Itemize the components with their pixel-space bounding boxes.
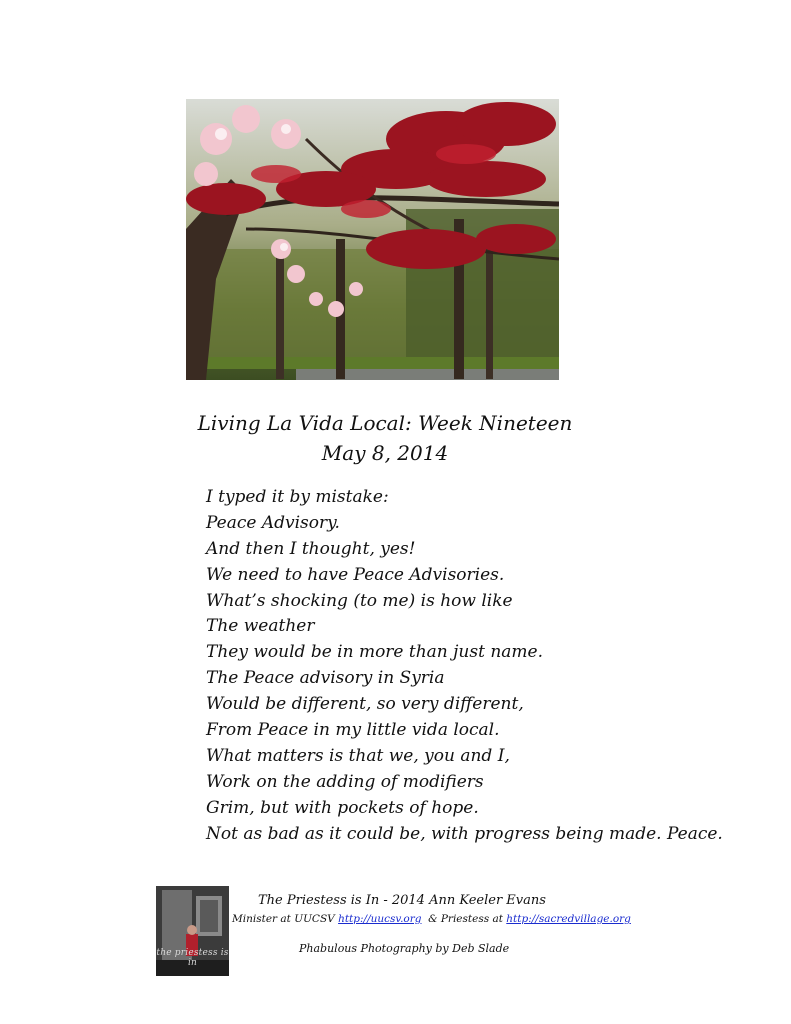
poem-line: Not as bad as it could be, with progress being made. Peace. [206, 823, 723, 844]
poem-line: Grim, but with pockets of hope. [206, 797, 479, 818]
poem-line: The Peace advisory in Syria [206, 668, 445, 689]
poem-line: What’s shocking (to me) is how like [206, 590, 513, 611]
poem-line: Peace Advisory. [206, 512, 340, 533]
poem-line: Work on the adding of modifiers [206, 771, 484, 792]
poem-line: What matters is that we, you and I, [206, 745, 510, 766]
priestess-prefix: & Priestess at [421, 913, 507, 925]
footer-heading: The Priestess is In - 2014 Ann Keeler Evans [258, 893, 546, 908]
poem-line: The weather [206, 616, 315, 637]
poem-title: Living La Vida Local: Week Nineteen [197, 411, 573, 435]
poem-line: From Peace in my little vida local. [206, 720, 500, 741]
poem-line: I typed it by mistake: [206, 487, 389, 507]
minister-prefix: Minister at UUCSV [232, 913, 339, 925]
sacredvillage-link[interactable]: http://sacredvillage.org [506, 913, 631, 925]
poem-line: They would be in more than just name. [206, 642, 544, 663]
logo-text: the priestess is in [156, 948, 229, 968]
poem-line: And then I thought, yes! [206, 538, 416, 559]
poem-date: May 8, 2014 [321, 441, 449, 465]
footer-affiliations [232, 913, 631, 925]
photo-credit: Phabulous Photography by Deb Slade [299, 942, 510, 955]
uucsv-link[interactable]: http://uucsv.org [338, 913, 422, 925]
poem-line: Would be different, so very different, [206, 694, 524, 715]
poem-body [206, 485, 723, 847]
poem-line: We need to have Peace Advisories. [206, 564, 505, 585]
blossom-tree-photo [186, 99, 559, 380]
priestess-logo-image [156, 886, 229, 976]
